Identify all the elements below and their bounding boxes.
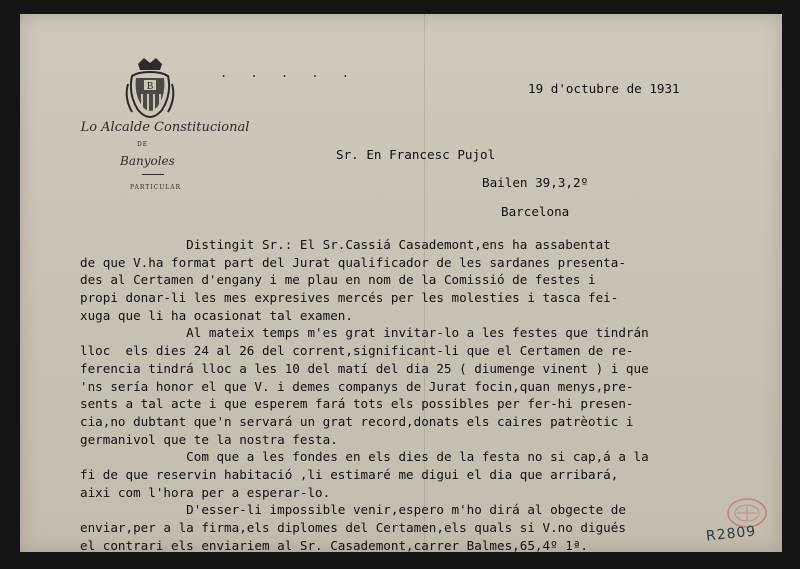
letter-line: el contrari els enviariem al Sr. Casademont,carrer Balmes,65,4º 1ª.: [80, 537, 588, 553]
town-crest-icon: [122, 54, 178, 126]
letterhead-particular: PARTICULAR: [130, 184, 182, 191]
letter-page: [20, 14, 782, 552]
letter-line: germanivol que te la nostra festa.: [80, 431, 338, 447]
letter-line: D'esser-li impossible venir,espero m'ho dirá al obgecte de: [80, 502, 626, 518]
letter-line: propi donar-li les mes expresives mercés per les molesties i tasca fei-: [80, 290, 619, 306]
letter-line: Al mateix temps m'es grat invitar-lo a les festes que tindrán: [80, 325, 649, 341]
letter-line: Com que a les fondes en els dies de la festa no si cap,á a la: [80, 449, 649, 465]
letter-line: ferencia tindrá lloc a les 10 del matí del dia 25 ( diumenge vinent ) i que: [80, 360, 649, 376]
letter-line: lloc els dies 24 al 26 del corrent,significant-li que el Certamen de re-: [80, 343, 634, 359]
letter-line: Distingit Sr.: El Sr.Cassiá Casademont,ens ha assabentat: [80, 237, 611, 252]
letter-line: sents a tal acte i que esperem fará tots els possibles per fer-hi presen-: [80, 396, 634, 412]
letterhead-rule: [142, 174, 164, 175]
letter-line: de que V.ha format part del Jurat qualificador de les sardanes presenta-: [80, 254, 626, 270]
letter-body: [80, 236, 780, 554]
letter-line: aixi com l'hora per a esperar-lo.: [80, 484, 331, 500]
letter-line: enviar,per a la firma,els diplomes del Certamen,els quals si V.no digués: [80, 520, 626, 535]
recipient-city: Barcelona: [501, 204, 570, 219]
letterhead-title: Lo Alcalde Constitucional: [80, 120, 250, 135]
letter-line: xuga que li ha ocasionat tal examen.: [80, 307, 353, 323]
archive-reference: R2809: [705, 523, 758, 545]
letterhead-dots: . . . . .: [220, 66, 358, 80]
letter-line: des al Certamen d'engany i me plau en nom de la Comissió de festes i: [80, 272, 596, 288]
recipient-name: Sr. En Francesc Pujol: [336, 147, 496, 162]
letterhead-town: Banyoles: [120, 154, 175, 168]
letter-line: fi de que reservin habitació ,li estimaré me digui el dia que arribará,: [80, 466, 619, 482]
letter-line: cia,no dubtant que'n servará un grat record,donats els caires patrèotic i: [80, 413, 634, 429]
letterhead-de: DE: [137, 141, 149, 148]
letter-date: 19 d'octubre de 1931: [528, 81, 680, 96]
crest-letter: B: [146, 82, 154, 92]
letter-line: 'ns sería honor el que V. i demes companys de Jurat focin,quan menys,pre-: [80, 378, 634, 394]
recipient-street: Bailen 39,3,2º: [482, 175, 589, 190]
